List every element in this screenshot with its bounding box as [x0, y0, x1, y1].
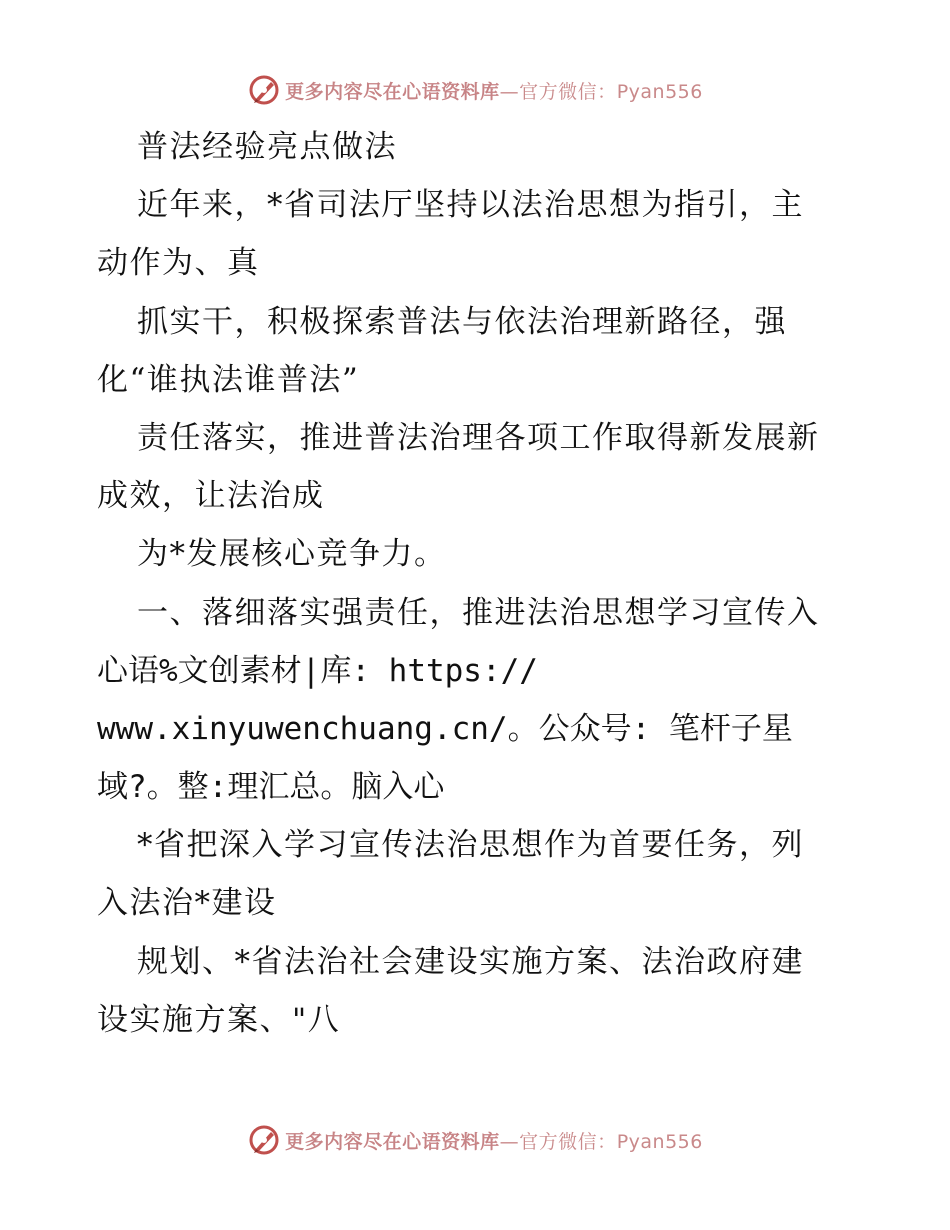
pen-logo-icon: [247, 73, 281, 107]
paragraph-line: 入法治*建设: [97, 885, 277, 922]
section-heading-line: 一、落细落实强责任，推进法治思想学习宣传入: [137, 594, 820, 631]
paragraph-line: 动作为、真: [97, 245, 260, 282]
paragraph-line: 责任落实，推进普法治理各项工作取得新发展新: [137, 419, 820, 456]
banner-text: [285, 77, 703, 104]
banner-text: [285, 1127, 703, 1154]
banner-dash: —: [499, 1130, 520, 1153]
document-body: [97, 118, 877, 1049]
banner-main-text: 更多内容尽在心语资料库: [285, 1130, 500, 1153]
paragraph-line: *省把深入学习宣传法治思想作为首要任务，列: [137, 827, 804, 864]
banner-wechat-id: Pyan556: [616, 80, 703, 103]
paragraph-line: 抓实干，积极探索普法与依法治理新路径，强: [137, 303, 787, 340]
paragraph-line: 域?。整:理汇总。脑入心: [97, 769, 445, 806]
paragraph-line: 成效，让法治成: [97, 478, 325, 515]
footer-banner: [0, 1120, 950, 1160]
paragraph-line: 心语%文创素材|库: https://: [97, 652, 538, 689]
paragraph-line: www.xinyuwenchuang.cn/。公众号: 笔杆子星: [97, 710, 793, 747]
paragraph-line: 近年来，*省司法厅坚持以法治思想为指引，主: [137, 187, 804, 224]
banner-wechat-label: 官方微信：: [519, 80, 617, 103]
paragraph-line: 设实施方案、"八: [97, 1001, 341, 1038]
header-banner: [0, 70, 950, 110]
banner-dash: —: [499, 80, 520, 103]
document-title: 普法经验亮点做法: [137, 129, 397, 165]
banner-main-text: 更多内容尽在心语资料库: [285, 80, 500, 103]
banner-wechat-id: Pyan556: [616, 1130, 703, 1153]
paragraph-line: 化“谁执法谁普法”: [97, 361, 360, 398]
banner-wechat-label: 官方微信：: [519, 1130, 617, 1153]
pen-logo-icon: [247, 1123, 281, 1157]
paragraph-line: 规划、*省法治社会建设实施方案、法治政府建: [137, 943, 804, 980]
paragraph-line: 为*发展核心竞争力。: [137, 536, 447, 573]
